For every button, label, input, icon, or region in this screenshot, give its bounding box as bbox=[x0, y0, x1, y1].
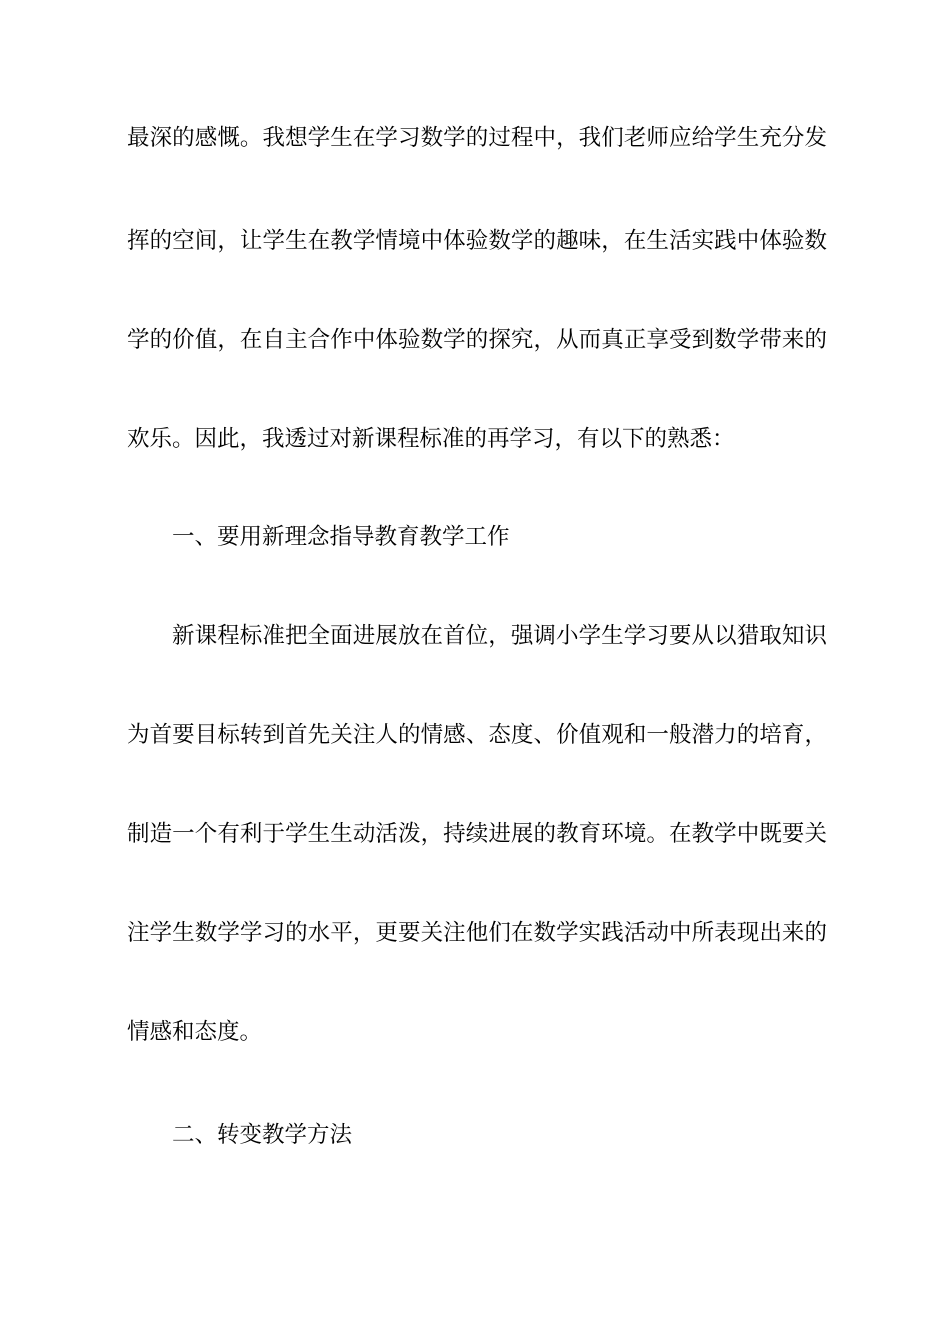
paragraph-line: 情感和态度。 bbox=[127, 1019, 263, 1045]
paragraph-line: 为首要目标转到首先关注人的情感、态度、价值观和一般潜力的培育， bbox=[127, 722, 827, 748]
paragraph-line: 注学生数学学习的水平，更要关注他们在数学实践活动中所表现出来的 bbox=[127, 920, 827, 946]
paragraph-line: 最深的感慨。我想学生在学习数学的过程中，我们老师应给学生充分发 bbox=[127, 125, 827, 151]
paragraph-line: 学的价值，在自主合作中体验数学的探究，从而真正享受到数学带来的 bbox=[127, 327, 827, 353]
paragraph-line: 欢乐。因此，我透过对新课程标准的再学习，有以下的熟悉： bbox=[127, 426, 735, 452]
paragraph-line: 制造一个有利于学生生动活泼，持续进展的教育环境。在教学中既要关 bbox=[127, 821, 827, 847]
section-heading: 一、要用新理念指导教育教学工作 bbox=[172, 524, 510, 550]
paragraph-line: 挥的空间，让学生在教学情境中体验数学的趣味，在生活实践中体验数 bbox=[127, 228, 827, 254]
paragraph-line: 新课程标准把全面进展放在首位，强调小学生学习要从以猎取知识 bbox=[172, 623, 827, 649]
section-heading: 二、转变教学方法 bbox=[172, 1122, 353, 1148]
